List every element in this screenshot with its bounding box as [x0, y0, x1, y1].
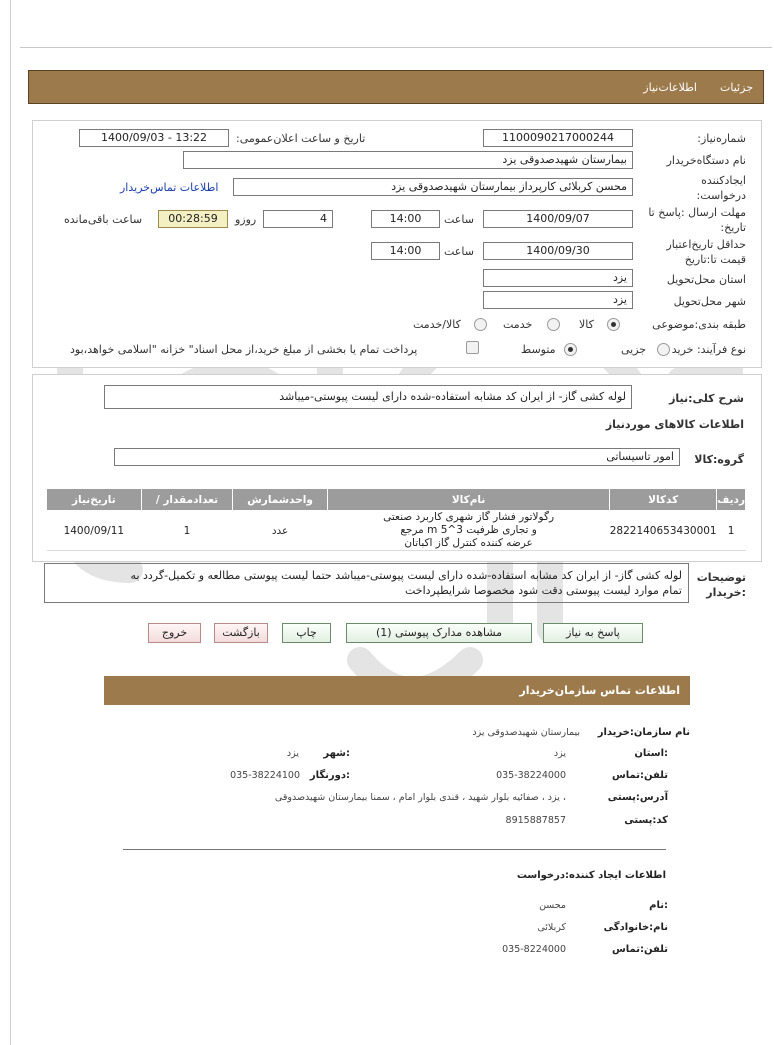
- creator-name-label: :نام: [649, 900, 668, 911]
- col-date-header: تاریخ‌نیاز: [47, 489, 142, 511]
- col-name-header: نام‌کالا: [327, 489, 609, 511]
- contact-org-label: نام سازمان:خریدار: [597, 727, 690, 738]
- buyer-contact-title: اطلاعات تماس سازمان‌خریدار: [519, 684, 680, 697]
- row-name-line-2: و تجاری ظرفیت 3^m 5 مرجع: [400, 524, 537, 536]
- creator-field: محسن کربلائی کارپرداز بیمارستان شهیدصدوقی یزد: [233, 178, 633, 196]
- creator-family-label: نام:خانوادگی: [603, 922, 668, 933]
- buyer-notes-line-2: تمام موارد لیست پیوستی دقت شود مخصوصا شرایطپرداخت: [405, 584, 682, 597]
- creator-label-2: درخواست:: [696, 189, 746, 202]
- reply-deadline-label: مهلت ارسال :پاسخ تا: [648, 206, 746, 219]
- contact-postal-label: کد:پستی: [624, 815, 668, 826]
- row-qty: 1: [141, 511, 233, 551]
- page-left-border: [10, 0, 11, 1045]
- reply-date-field: 1400/09/07: [483, 210, 633, 228]
- treasury-payment-checkbox[interactable]: [466, 341, 479, 354]
- creator-family-value: کربلائی: [537, 922, 566, 933]
- table-row: [47, 511, 746, 551]
- buyer-org-field: بیمارستان شهیدصدوقی یزد: [183, 151, 633, 169]
- col-code-header: کدکالا: [610, 489, 717, 511]
- row-name-line-1: رگولاتور فشار گاز شهری کاربرد صنعتی: [383, 511, 555, 523]
- buyer-notes-label-2: :خریدار: [706, 586, 746, 599]
- goods-info-title: اطلاعات کالاهای موردنیاز: [605, 418, 744, 431]
- col-unit-header: واحدشمارش: [233, 489, 328, 511]
- creator-phone-label: تلفن:تماس: [611, 944, 668, 955]
- remaining-time-timer: 00:28:59: [158, 210, 228, 228]
- goods-table-header: [47, 489, 746, 511]
- price-validity-date-field: 1400/09/30: [483, 242, 633, 260]
- buyer-contact-link[interactable]: اطلاعات تماس‌خریدار: [120, 181, 219, 194]
- view-attachments-button[interactable]: مشاهده مدارک پیوستی (1): [346, 623, 532, 643]
- category-service-radio[interactable]: [547, 318, 560, 331]
- creator-name-value: محسن: [539, 900, 566, 911]
- exit-button[interactable]: خروج: [148, 623, 201, 643]
- price-time-label: ساعت: [444, 245, 474, 258]
- process-partial-radio[interactable]: [657, 343, 670, 356]
- process-partial-label: جزیی: [621, 343, 647, 356]
- contact-address-label: آدرس:پستی: [607, 792, 668, 803]
- contact-phone-value: 035-38224000: [496, 770, 566, 781]
- contact-phone-label: تلفن:تماس: [611, 770, 668, 781]
- category-label: طبقه بندی:موضوعی: [652, 318, 746, 331]
- col-row-header: ردیف: [717, 489, 746, 511]
- price-validity-time-field: 14:00: [371, 242, 440, 260]
- buyer-contact-section-header: [104, 676, 690, 705]
- announce-date-field: 1400/09/03 - 13:22: [79, 129, 229, 147]
- delivery-province-label: استان محل‌تحویل: [666, 273, 746, 286]
- col-qty-header: تعدادمقدار /: [141, 489, 233, 511]
- contact-city-value: یزد: [286, 748, 299, 759]
- need-number-label: شماره‌نیاز:: [697, 132, 746, 145]
- delivery-province-field: یزد: [483, 269, 633, 287]
- tab-details[interactable]: جزئیات: [720, 81, 753, 94]
- goods-group-label: گروه:کالا: [694, 453, 744, 466]
- reply-time-label: ساعت: [444, 213, 474, 226]
- category-goods-service-label: کالا/خدمت: [413, 318, 461, 331]
- need-description-label: شرح کلی:نیاز: [669, 392, 744, 405]
- back-button[interactable]: بازگشت: [214, 623, 268, 643]
- delivery-city-label: شهر محل‌تحویل: [673, 295, 746, 308]
- contact-address-value: ، یزد ، صفائیه بلوار شهید ، قندی بلوار امام ، سمنا بیمارستان شهیدصدوقی: [274, 792, 566, 803]
- row-unit: عدد: [233, 511, 328, 551]
- row-name: [327, 511, 609, 551]
- contact-province-value: یزد: [553, 748, 566, 759]
- remaining-time-label: ساعت باقی‌مانده: [64, 213, 143, 226]
- row-name-line-3: عرضه کننده کنترل گاز اکباتان: [404, 537, 533, 549]
- treasury-payment-note: پرداخت تمام یا بخشی از مبلغ خرید،از محل اسناد" خزانه "اسلامی خواهد،بود: [70, 343, 418, 356]
- reply-deadline-label-2: تاریخ:: [720, 221, 746, 234]
- page-header-bar: [28, 70, 764, 104]
- contact-fax-value: 035-38224100: [230, 770, 300, 781]
- need-number-field: 1100090217000244: [483, 129, 633, 147]
- buyer-org-label: نام دستگاه‌خریدار: [666, 154, 746, 167]
- price-validity-label: حداقل تاریخ‌اعتبار: [666, 238, 746, 251]
- reply-to-need-button[interactable]: پاسخ به نیاز: [543, 623, 643, 643]
- section-divider: [123, 849, 666, 850]
- need-description-field: لوله کشی گاز- از ایران کد مشابه استفاده-شده دارای لیست پیوستی-میباشد: [104, 385, 632, 409]
- days-label: روزو: [235, 213, 257, 226]
- contact-province-label: :استان: [634, 748, 668, 759]
- category-goods-service-radio[interactable]: [474, 318, 487, 331]
- delivery-city-field: یزد: [483, 291, 633, 309]
- contact-org-value: بیمارستان شهیدصدوقی یزد: [472, 727, 580, 738]
- price-validity-label-2: قیمت تا:تاریخ: [684, 253, 746, 266]
- contact-fax-label: :دورنگار: [309, 770, 350, 781]
- reply-time-field: 14:00: [371, 210, 440, 228]
- creator-phone-value: 035-8224000: [502, 944, 566, 955]
- row-date: 1400/09/11: [47, 511, 142, 551]
- creator-info-title: اطلاعات ایجاد کننده:درخواست: [516, 870, 666, 881]
- print-button[interactable]: چاپ: [282, 623, 331, 643]
- contact-city-label: :شهر: [323, 748, 350, 759]
- days-remaining-field: 4: [263, 210, 333, 228]
- category-service-label: خدمت: [503, 318, 533, 331]
- contact-postal-value: 8915887857: [505, 815, 566, 826]
- goods-table: [46, 488, 746, 551]
- buyer-notes-label: توضیحات: [696, 571, 746, 584]
- category-goods-radio[interactable]: [607, 318, 620, 331]
- process-medium-label: متوسط: [521, 343, 556, 356]
- process-medium-radio[interactable]: [564, 343, 577, 356]
- row-index: 1: [717, 511, 746, 551]
- announce-date-label: تاریخ و ساعت اعلان‌عمومی:: [236, 132, 366, 145]
- category-goods-label: کالا: [579, 318, 594, 331]
- buyer-notes-field: [44, 563, 689, 603]
- top-divider: [20, 47, 772, 48]
- row-code: 2822140653430001: [610, 511, 717, 551]
- process-type-label: نوع فرآیند: خرید: [671, 343, 746, 356]
- goods-group-field: امور تاسیساتی: [114, 448, 680, 466]
- buyer-notes-line-1: لوله کشی گاز- از ایران کد مشابه استفاده-شده دارای لیست پیوستی-میباشد حتما لیست پیوستی مطالعه و تکمیل-گردد به: [130, 569, 682, 582]
- tab-need-info[interactable]: اطلاعات‌نیاز: [643, 81, 697, 94]
- creator-label: ایجادکننده: [701, 174, 746, 187]
